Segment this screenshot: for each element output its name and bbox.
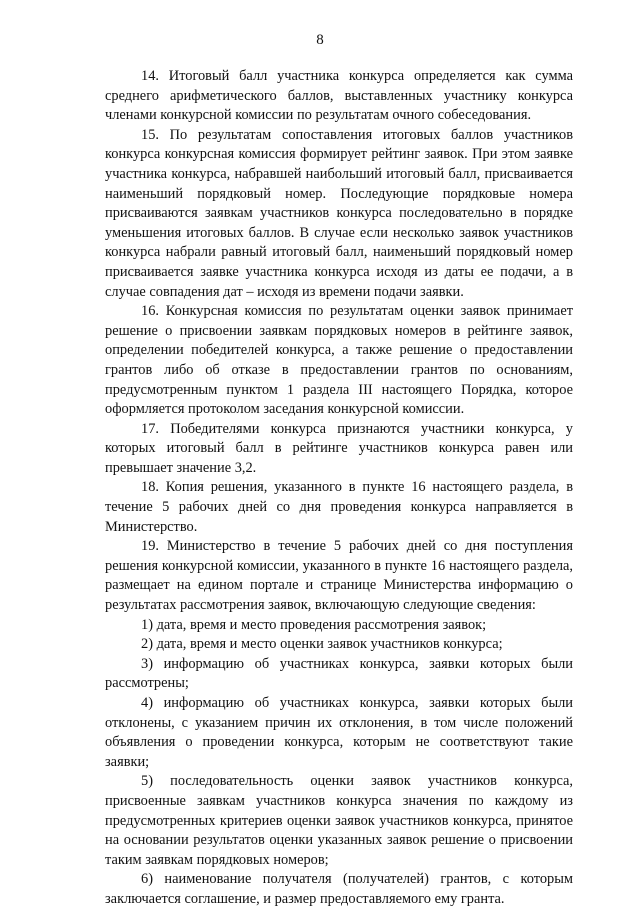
page-number: 8 <box>316 32 324 48</box>
list-item-1: 1) дата, время и место проведения рассмотрения заявок; <box>141 616 487 633</box>
paragraph-15: 15. По результатам сопоставления итоговых баллов участников конкурса конкурсная комиссия формирует рейтинг заявок. При этом заявке участника конкурса, набравшей наибольший итоговый балл, присваивается наименьший порядковый номер. Последующие порядковые номера присваиваются заявкам участников конкурса последовательно в порядке уменьшения итоговых баллов. В случае если несколько заявок участников конкурса набрали равный итоговый балл, наименьший порядковый номер присваивается заявке участника конкурса исходя из даты ее подачи, а в случае совпадения дат – исходя из времени подачи заявки. <box>105 126 573 300</box>
list-item-6: 6) наименование получателя (получателей) грантов, с которым заключается соглашение, и размер предоставляемого ему гранта. <box>105 871 573 907</box>
list-item-2: 2) дата, время и место оценки заявок участников конкурса; <box>141 636 503 653</box>
paragraph-14: 14. Итоговый балл участника конкурса определяется как сумма среднего арифметического баллов, выставленных участнику конкурса членами конкурсной комиссии по результатам очного собеседования. <box>105 68 573 124</box>
list-item-5: 5) последовательность оценки заявок участников конкурса, присвоенные заявкам участников конкурса значения по каждому из предусмотренных критериев оценки заявок участников конкурса, принятое на основании результатов оценки указанных заявок решение о присвоении таким заявкам порядковых номеров; <box>105 773 573 868</box>
paragraph-18: 18. Копия решения, указанного в пункте 16 настоящего раздела, в течение 5 рабочих дней со дня проведения конкурса направляется в Министерство. <box>105 479 573 535</box>
document-body <box>105 67 573 910</box>
list-item-4: 4) информацию об участниках конкурса, заявки которых были отклонены, с указанием причин их отклонения, в том числе положений объявления о проведении конкурса, которым не соответствуют такие заявки; <box>105 695 573 770</box>
list-item-3: 3) информацию об участниках конкурса, заявки которых были рассмотрены; <box>105 655 573 692</box>
paragraph-19: 19. Министерство в течение 5 рабочих дней со дня поступления решения конкурсной комиссии, указанного в пункте 16 настоящего раздела, размещает на едином портале и странице Министерства информацию о результатах рассмотрения заявок, включающую следующие сведения: <box>105 538 573 614</box>
paragraph-16: 16. Конкурсная комиссия по результатам оценки заявок принимает решение о присвоении заявкам порядковых номеров в рейтинге заявок, определении победителей конкурса, а также решение о предоставлении грантов либо об отказе в предоставлении грантов по основаниям, предусмотренным пунктом 1 раздела III настоящего Порядка, которое оформляется протоколом заседания конкурсной комиссии. <box>105 303 573 418</box>
paragraph-17: 17. Победителями конкурса признаются участники конкурса, у которых итоговый балл в рейтинге участников конкурса равен или превышает значение 3,2. <box>105 420 573 476</box>
